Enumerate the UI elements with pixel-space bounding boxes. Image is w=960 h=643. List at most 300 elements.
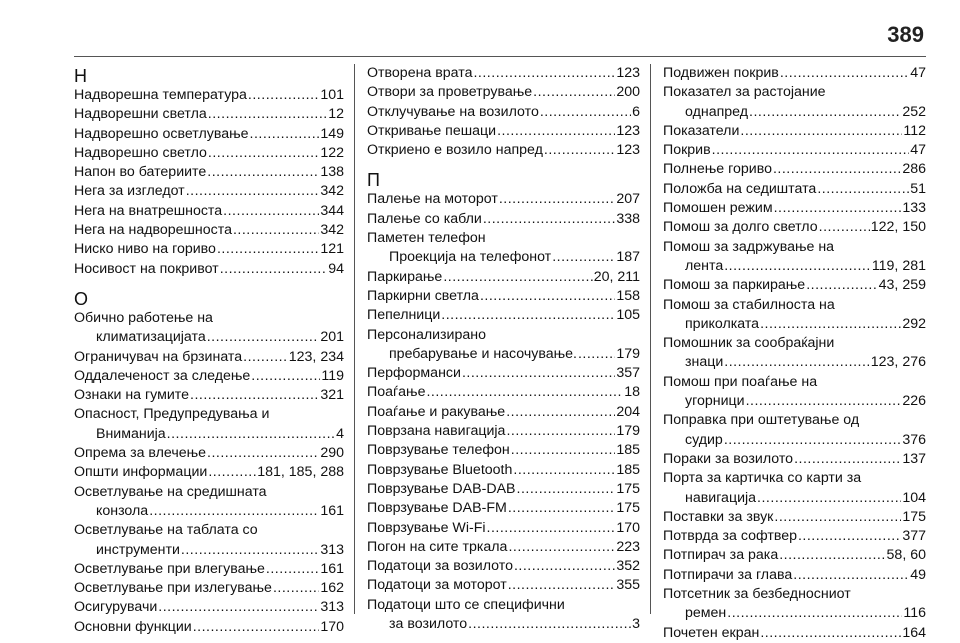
entry-term: судир <box>685 431 723 448</box>
entry-term: знаци <box>685 354 724 371</box>
index-entry-line <box>74 163 344 182</box>
index-entry-line <box>74 221 344 240</box>
index-entry-line <box>74 463 344 482</box>
entry-page-numbers: 226 <box>902 393 926 410</box>
dot-leader <box>514 557 615 576</box>
dot-leader <box>760 315 901 334</box>
dot-leader <box>724 257 871 276</box>
dot-leader <box>248 86 319 105</box>
index-entry-line <box>367 210 640 229</box>
dot-leader <box>757 489 901 508</box>
dot-leader <box>208 105 327 124</box>
dot-leader <box>508 576 616 595</box>
index-entry-line <box>663 624 926 643</box>
entry-term: Отвори за проветрување <box>367 84 533 101</box>
index-entry-line <box>74 105 344 124</box>
entry-term: Палење на моторот <box>367 191 498 208</box>
index-section <box>663 64 926 643</box>
entry-page-numbers: 94 <box>328 260 344 277</box>
dot-leader <box>533 83 615 102</box>
entry-term: Нега на внатрешноста <box>74 202 223 219</box>
dot-leader <box>223 202 319 221</box>
index-entry-line <box>367 248 640 267</box>
entry-term: Погон на сите тркала <box>367 538 508 555</box>
index-entry-line <box>367 103 640 122</box>
index-entry <box>74 348 344 367</box>
entry-term: климатизацијата <box>96 329 206 346</box>
entry-page-numbers: 170 <box>320 618 344 635</box>
index-entry <box>663 334 926 373</box>
entry-page-numbers: 185 <box>616 461 640 478</box>
entry-term: Потпирачи за глава <box>663 566 793 583</box>
entry-page-numbers: 18 <box>624 384 640 401</box>
index-entry-line <box>367 461 640 480</box>
entry-term: Потврда за софтвер <box>663 528 797 545</box>
index-entry-line <box>74 260 344 279</box>
entry-page-numbers: 101 <box>320 87 344 103</box>
dot-leader <box>273 579 319 598</box>
index-columns <box>74 64 926 641</box>
index-entry-line <box>663 199 926 218</box>
dot-leader <box>760 624 901 643</box>
entry-page-numbers: 138 <box>320 164 344 181</box>
entry-term: Осветлување при излегување <box>74 580 272 597</box>
entry-page-numbers: 321 <box>320 387 344 404</box>
entry-term: Потпирач за рака <box>663 547 779 564</box>
index-entry <box>663 218 926 237</box>
index-entry-line <box>367 499 640 518</box>
index-entry-line <box>663 469 926 488</box>
entry-term: ремен <box>685 605 727 622</box>
dot-leader <box>508 538 615 557</box>
entry-term: Помош за стабилноста на <box>663 296 835 313</box>
index-entry-line <box>74 144 344 163</box>
entry-page-numbers: 313 <box>320 541 344 558</box>
index-entry <box>367 210 640 229</box>
index-entry <box>663 373 926 412</box>
dot-leader <box>774 508 901 527</box>
entry-page-numbers: 223 <box>616 538 640 555</box>
index-entry-line <box>367 441 640 460</box>
entry-term: Обично работење на <box>74 309 213 326</box>
index-entry <box>663 566 926 585</box>
entry-term: Поврзување Bluetooth <box>367 461 513 478</box>
entry-term: Опасност, Предупредувања и <box>74 406 270 423</box>
index-entry <box>367 519 640 538</box>
index-entry-line <box>663 296 926 315</box>
entry-term: навигација <box>685 489 757 506</box>
dot-leader <box>497 122 615 141</box>
index-entry-line <box>367 538 640 557</box>
index-entry <box>74 483 344 522</box>
entry-page-numbers: 43, 259 <box>878 277 926 294</box>
index-entry-line <box>367 326 640 345</box>
entry-page-numbers: 119 <box>321 367 344 384</box>
dot-leader <box>773 160 901 179</box>
index-entry-line <box>367 519 640 538</box>
index-entry <box>663 64 926 83</box>
index-entry <box>74 86 344 105</box>
entry-term: Надворешно светло <box>74 144 207 161</box>
entry-page-numbers: 179 <box>616 423 640 440</box>
dot-leader <box>819 218 870 237</box>
entry-term: Помошен режим <box>663 200 773 217</box>
index-entry-line <box>367 615 640 634</box>
dot-leader <box>517 480 616 499</box>
entry-page-numbers: 342 <box>320 183 344 200</box>
entry-page-numbers: 149 <box>320 125 344 142</box>
entry-page-numbers: 49 <box>910 566 926 583</box>
dot-leader <box>798 527 901 546</box>
dot-leader <box>793 566 909 585</box>
entry-term: Поврзување телефон <box>367 442 510 459</box>
index-entry <box>663 624 926 643</box>
index-entry-line <box>663 141 926 160</box>
index-entry <box>74 560 344 579</box>
dot-leader <box>181 541 319 560</box>
index-entry-line <box>367 557 640 576</box>
dot-leader <box>149 502 319 521</box>
entry-term: Вниманија <box>96 425 166 442</box>
index-entry <box>74 182 344 201</box>
dot-leader <box>220 260 328 279</box>
dot-leader <box>190 386 319 405</box>
entry-term: Показател за растојание <box>663 84 826 101</box>
dot-leader <box>740 122 902 141</box>
dot-leader <box>487 519 616 538</box>
index-entry-line <box>663 64 926 83</box>
index-entry-line <box>74 125 344 144</box>
dot-leader <box>544 141 615 160</box>
index-entry-line <box>663 431 926 450</box>
entry-page-numbers: 3 <box>632 616 640 633</box>
entry-page-numbers: 185 <box>616 442 640 459</box>
index-entry-line <box>663 566 926 585</box>
index-entry-line <box>367 83 640 102</box>
entry-term: Почетен екран <box>663 624 760 641</box>
entry-term: Перформанси <box>367 365 461 382</box>
index-entry <box>367 461 640 480</box>
entry-term: угорници <box>685 393 745 410</box>
entry-term: Ознаки на гумите <box>74 387 190 404</box>
index-section <box>367 64 640 160</box>
index-section <box>74 66 344 279</box>
entry-page-numbers: 6 <box>632 103 640 120</box>
index-entry <box>663 238 926 277</box>
entry-term: Помошник за сообраќајни <box>663 335 835 352</box>
entry-term: Општи информации <box>74 464 208 481</box>
section-letter: Н <box>74 66 87 86</box>
dot-leader <box>779 546 885 565</box>
entry-term: Помош за долго светло <box>663 219 818 236</box>
dot-leader <box>806 276 877 295</box>
index-entry <box>74 386 344 405</box>
index-entry-line <box>663 527 926 546</box>
entry-term: Поврзување DAB-DAB <box>367 480 516 497</box>
dot-leader <box>552 248 615 267</box>
entry-page-numbers: 161 <box>320 560 344 577</box>
index-entry-line <box>367 141 640 160</box>
entry-page-numbers: 342 <box>320 222 344 239</box>
index-entry <box>663 296 926 335</box>
index-entry-line <box>367 480 640 499</box>
entry-page-numbers: 47 <box>910 65 926 81</box>
entry-term: однапред <box>685 103 749 120</box>
entry-term: Поаѓање <box>367 384 426 401</box>
entry-term: Показатели <box>663 122 740 139</box>
index-entry <box>663 411 926 450</box>
index-entry <box>663 122 926 141</box>
entry-page-numbers: 123 <box>616 65 640 81</box>
index-entry <box>74 240 344 259</box>
index-entry <box>367 229 640 268</box>
entry-page-numbers: 20, 211 <box>593 268 640 285</box>
entry-page-numbers: 119, 281 <box>871 257 926 274</box>
entry-page-numbers: 313 <box>320 599 344 616</box>
entry-page-numbers: 286 <box>902 161 926 178</box>
index-entry-line <box>367 596 640 615</box>
index-entry-line <box>367 576 640 595</box>
dot-leader <box>817 180 909 199</box>
index-entry-line <box>663 122 926 141</box>
entry-term: Напон во батериите <box>74 164 207 181</box>
index-entry <box>367 441 640 460</box>
dot-leader <box>462 364 615 383</box>
page-number: 389 <box>887 22 924 47</box>
index-entry <box>367 103 640 122</box>
entry-term: Персонализирано <box>367 326 486 343</box>
entry-term: Положба на седиштата <box>663 180 817 197</box>
index-entry-line <box>74 483 344 502</box>
index-entry <box>74 221 344 240</box>
entry-page-numbers: 290 <box>320 445 344 462</box>
dot-leader <box>207 444 319 463</box>
entry-term: инструменти <box>96 541 180 558</box>
index-entry-line <box>663 450 926 469</box>
index-section <box>74 289 344 637</box>
dot-leader <box>480 287 615 306</box>
index-entry <box>367 422 640 441</box>
index-entry-line <box>74 86 344 105</box>
dot-leader <box>233 221 319 240</box>
entry-page-numbers: 123, 276 <box>870 354 926 371</box>
index-entry-line <box>74 502 344 521</box>
entry-term: Надворешно осветлување <box>74 125 249 142</box>
entry-term: Потсетник за безбедносниот <box>663 586 851 603</box>
header-rule <box>74 56 926 57</box>
entry-term: Ниско ниво на гориво <box>74 241 216 258</box>
entry-term: лента <box>685 257 724 274</box>
index-entry-line <box>663 508 926 527</box>
entry-page-numbers: 116 <box>903 605 926 622</box>
index-entry-line <box>74 182 344 201</box>
entry-page-numbers: 187 <box>616 249 640 266</box>
entry-term: Покрив <box>663 142 711 159</box>
index-entry-line <box>367 287 640 306</box>
entry-term: Опрема за влечење <box>74 445 207 462</box>
dot-leader <box>578 345 615 364</box>
index-entry <box>663 585 926 624</box>
index-entry-line <box>663 257 926 276</box>
entry-term: Отклучување на возилото <box>367 103 539 120</box>
entry-term: пребарување и насочување. <box>389 345 577 362</box>
index-entry-line <box>367 122 640 141</box>
entry-page-numbers: 123, 234 <box>288 348 344 365</box>
index-entry <box>367 480 640 499</box>
index-entry-line <box>367 383 640 402</box>
index-entry <box>663 450 926 469</box>
index-entry <box>367 403 640 422</box>
dot-leader <box>499 190 616 209</box>
entry-page-numbers: 51 <box>910 180 926 197</box>
index-entry-line <box>74 560 344 579</box>
index-entry <box>74 144 344 163</box>
entry-page-numbers: 58, 60 <box>886 547 926 564</box>
entry-term: Податоци што се специфични <box>367 596 565 613</box>
index-entry <box>367 306 640 325</box>
entry-term: Осветлување на средишната <box>74 483 267 500</box>
dot-leader <box>508 499 616 518</box>
index-column <box>74 64 354 635</box>
dot-leader <box>511 441 616 460</box>
entry-term: Нега за изгледот <box>74 183 185 200</box>
index-entry <box>663 508 926 527</box>
index-entry-line <box>663 160 926 179</box>
entry-page-numbers: 112 <box>903 122 926 139</box>
index-entry <box>663 160 926 179</box>
entry-page-numbers: 137 <box>902 450 926 467</box>
entry-page-numbers: 105 <box>616 307 640 324</box>
entry-page-numbers: 201 <box>320 329 344 346</box>
index-entry-line <box>367 268 640 287</box>
entry-term: Податоци за возилото <box>367 558 513 575</box>
dot-leader <box>443 268 592 287</box>
index-entry-line <box>74 579 344 598</box>
dot-leader <box>506 403 615 422</box>
dot-leader <box>208 463 256 482</box>
index-entry <box>367 64 640 83</box>
entry-term: Паметен телефон <box>367 230 486 247</box>
dot-leader <box>483 210 616 229</box>
index-entry-line <box>74 386 344 405</box>
dot-leader <box>540 103 631 122</box>
index-entry-line <box>74 309 344 328</box>
index-entry <box>74 463 344 482</box>
dot-leader <box>724 353 869 372</box>
entry-page-numbers: 344 <box>320 202 344 219</box>
entry-page-numbers: 207 <box>616 191 640 208</box>
index-entry-line <box>663 334 926 353</box>
dot-leader <box>774 199 902 218</box>
index-entry <box>367 596 640 635</box>
index-entry <box>367 499 640 518</box>
entry-term: Поврзување DAB-FM <box>367 500 507 517</box>
index-entry <box>367 122 640 141</box>
entry-term: Помош за задржување на <box>663 238 835 255</box>
entry-page-numbers: 161 <box>320 502 344 519</box>
entry-term: Носивост на покривот <box>74 260 219 277</box>
entry-page-numbers: 204 <box>616 403 640 420</box>
entry-page-numbers: 164 <box>902 624 926 641</box>
index-entry-line <box>367 364 640 383</box>
index-entry <box>663 83 926 122</box>
index-column <box>354 64 650 633</box>
dot-leader <box>193 618 320 637</box>
index-entry <box>74 202 344 221</box>
index-entry-line <box>74 541 344 560</box>
entry-term: Откривање пешаци <box>367 122 497 139</box>
dot-leader <box>243 348 288 367</box>
index-entry <box>663 141 926 160</box>
entry-page-numbers: 292 <box>902 315 926 332</box>
index-entry-line <box>367 64 640 83</box>
dot-leader <box>207 163 319 182</box>
index-entry-line <box>367 345 640 364</box>
index-entry-line <box>367 229 640 248</box>
index-entry <box>74 125 344 144</box>
dot-leader <box>780 64 909 83</box>
dot-leader <box>426 383 623 402</box>
entry-page-numbers: 175 <box>616 480 640 497</box>
entry-term: Полнење гориво <box>663 161 772 178</box>
dot-leader <box>266 560 319 579</box>
section-letter: О <box>74 288 89 309</box>
entry-page-numbers: 162 <box>320 580 344 597</box>
entry-page-numbers: 175 <box>616 500 640 517</box>
entry-page-numbers: 104 <box>902 489 926 506</box>
index-entry <box>74 405 344 444</box>
entry-page-numbers: 47 <box>910 142 926 159</box>
dot-leader <box>746 392 902 411</box>
entry-page-numbers: 122 <box>320 144 344 161</box>
index-entry <box>367 538 640 557</box>
index-entry <box>74 163 344 182</box>
index-entry-line <box>663 103 926 122</box>
dot-leader <box>251 367 320 386</box>
dot-leader <box>207 328 320 347</box>
entry-term: Надворешна температура <box>74 87 247 103</box>
index-entry <box>367 190 640 209</box>
dot-leader <box>513 461 615 480</box>
entry-page-numbers: 377 <box>902 528 926 545</box>
index-entry <box>74 618 344 637</box>
index-entry-line <box>663 585 926 604</box>
entry-page-numbers: 200 <box>616 84 640 101</box>
entry-term: Поправка при оштетување од <box>663 412 860 429</box>
index-entry <box>663 199 926 218</box>
entry-page-numbers: 352 <box>616 558 640 575</box>
dot-leader <box>749 103 901 122</box>
index-entry-line <box>663 373 926 392</box>
index-entry-line <box>74 367 344 386</box>
entry-term: Помош за паркирање <box>663 277 806 294</box>
entry-term: Податоци за моторот <box>367 577 507 594</box>
dot-leader <box>441 306 615 325</box>
index-entry <box>367 383 640 402</box>
index-entry <box>367 287 640 306</box>
index-column <box>650 64 926 641</box>
index-entry-line <box>367 422 640 441</box>
dot-leader <box>250 125 320 144</box>
index-entry <box>367 326 640 365</box>
section-letter: П <box>367 170 380 191</box>
dot-leader <box>473 64 615 83</box>
entry-page-numbers: 355 <box>616 577 640 594</box>
index-entry-line <box>663 411 926 430</box>
entry-term: Подвижен покрив <box>663 65 779 81</box>
entry-term: Порта за картичка со карти за <box>663 470 862 487</box>
entry-term: Поврзување Wi-Fi <box>367 519 486 536</box>
